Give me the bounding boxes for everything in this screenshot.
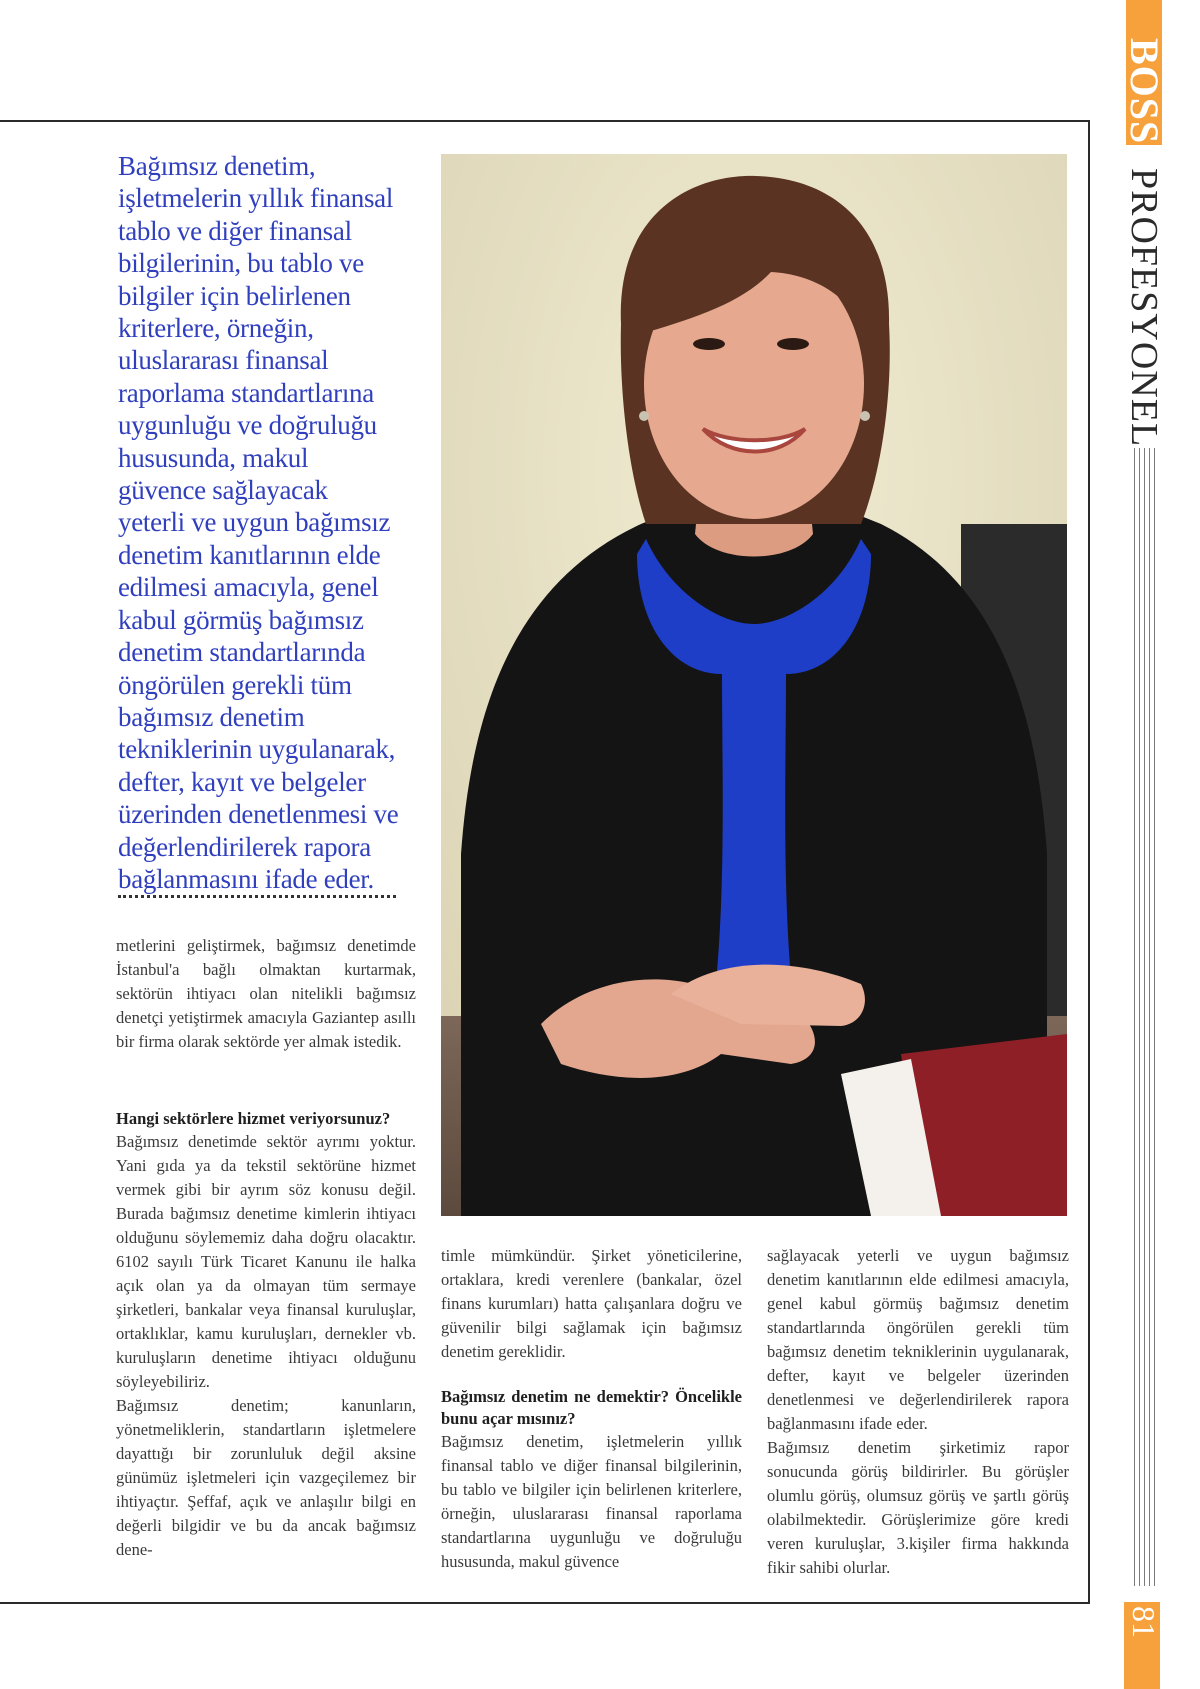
- left-eye: [693, 338, 725, 350]
- question-heading: Hangi sektörlere hizmet veriyorsunuz?: [116, 1109, 391, 1128]
- pull-quote-line: denetim kanıtlarının elde: [118, 539, 381, 570]
- pull-quote-line: değerlendirilerek rapora: [118, 831, 371, 862]
- pull-quote-line: yeterli ve uygun bağımsız: [118, 507, 391, 538]
- pull-quote-line: öngörülen gerekli tüm: [118, 669, 352, 700]
- pull-quote-line: Bağımsız denetim,: [118, 151, 316, 181]
- side-rules: [1130, 448, 1160, 1586]
- paragraph: timle mümkündür. Şirket yöneticilerine, ortaklara, kredi verenlere (bankalar, özel finans kurumları) hatta çalışanlara doğru ve güvenilir bilgi sağlamak için bağımsız denetim gereklidir.: [441, 1246, 742, 1361]
- dotted-divider: [118, 895, 396, 898]
- paragraph: Bağımsız denetim; kanunların, yönetmeliklerin, standartların işletmelere dayattığı bir zorunluluk değil aksine günümüz işletmeleri için vazgeçilemez bir ihtiyaçtır. Şeffaf, açık ve anlaşılır bilgi en değerli bilgidir ve bu da ancak bağımsız dene-: [116, 1396, 416, 1559]
- pull-quote-line: güvence sağlayacak: [118, 475, 328, 506]
- pull-quote-line: işletmelerin yıllık finansal: [118, 183, 394, 214]
- right-eye: [777, 338, 809, 350]
- intro-paragraph: [116, 934, 416, 1054]
- pull-quote-line: tablo ve diğer finansal: [118, 215, 352, 246]
- pull-quote-line: uygunluğu ve doğruluğu: [118, 410, 377, 441]
- paragraph: Bağımsız denetim, işletmelerin yıllık finansal tablo ve diğer finansal bilgilerinin, bu tablo ve bilgiler için belirlenen kriterlere, örneğin, uluslararası finansal raporlama standartlarına uygunluğu ve doğruluğu hususunda, makul güvence: [441, 1432, 742, 1571]
- pull-quote-line: bağımsız denetim: [118, 701, 305, 732]
- paragraph: metlerini geliştirmek, bağımsız denetimde İstanbul'a bağlı olmaktan kurtarmak, sektörün ihtiyacı olan nitelikli bağımsız denetçi yetiştirmek amacıyla Gaziantep asıllı bir firma olarak sektörde yer almak istedik.: [116, 936, 416, 1051]
- brand-name: BOSS: [1122, 38, 1167, 145]
- earring-right: [860, 411, 870, 421]
- pull-quote-line: bilgilerinin, bu tablo ve: [118, 248, 364, 279]
- pull-quote-line: raporlama standartlarına: [118, 377, 374, 408]
- pull-quote-line: bağlanmasını ifade eder.: [118, 863, 374, 894]
- pull-quote-line: edilmesi amacıyla, genel: [118, 572, 379, 603]
- paragraph: sağlayacak yeterli ve uygun bağımsız denetim kanıtlarının elde edilmesi amacıyla, genel kabul görmüş bağımsız denetim standartlarında öngörülen gerekli tüm bağımsız denetim tekniklerinin uygulanarak, defter, kayıt ve belgeler üzerinden denetlenmesi ve değerlendirilerek rapora bağlanmasını ifade eder.: [767, 1246, 1069, 1433]
- pull-quote-line: hususunda, makul: [118, 442, 309, 473]
- pull-quote-line: üzerinden denetlenmesi ve: [118, 799, 399, 830]
- paragraph: Bağımsız denetim şirketimiz rapor sonucunda görüş bildirirler. Bu görüşler olumlu görüş, olumsuz görüş ve şartlı görüş olabilmektedir. Görüşlerimize göre kredi veren kuruluşlar, 3.kişiler firma hakkında fikir sahibi olurlar.: [767, 1438, 1069, 1577]
- portrait-illustration: [441, 154, 1067, 1216]
- pull-quote-line: uluslararası finansal: [118, 345, 329, 376]
- pull-quote-line: defter, kayıt ve belgeler: [118, 766, 366, 797]
- pull-quote-line: bilgiler için belirlenen: [118, 280, 351, 311]
- pull-quote-line: denetim standartlarında: [118, 637, 366, 668]
- portrait-photo: [441, 154, 1067, 1216]
- section-name: PROFESYONEL: [1123, 168, 1165, 448]
- pull-quote-line: tekniklerinin uygulanarak,: [118, 734, 396, 765]
- page-number: 81: [1126, 1606, 1162, 1638]
- earring-left: [639, 411, 649, 421]
- pull-quote-line: kabul görmüş bağımsız: [118, 604, 364, 635]
- pull-quote: [118, 150, 428, 895]
- column-2: [441, 1244, 742, 1574]
- column-3: [767, 1244, 1069, 1580]
- pull-quote-line: kriterlere, örneğin,: [118, 313, 314, 344]
- question-heading: Bağımsız denetim ne demektir? Öncelikle bunu açar mısınız?: [441, 1387, 742, 1428]
- paragraph: Bağımsız denetimde sektör ayrımı yoktur. Yani gıda ya da tekstil sektörüne hizmet vermek gibi bir ayrım söz konusu değil. Burada bağımsız denetime kimlerin ihtiyacı olduğunu söylememiz daha doğru olacaktır. 6102 sayılı Türk Ticaret Kanunu ile halka açık olan ya da olmayan tüm sermaye şirketleri, bankalar veya finansal kuruluşlar, ortaklıklar, kamu kuruluşları, dernekler vb. kuruluşların denetime ihtiyacı olduğunu söyleyebiliriz.: [116, 1132, 416, 1391]
- column-1: [116, 1108, 416, 1562]
